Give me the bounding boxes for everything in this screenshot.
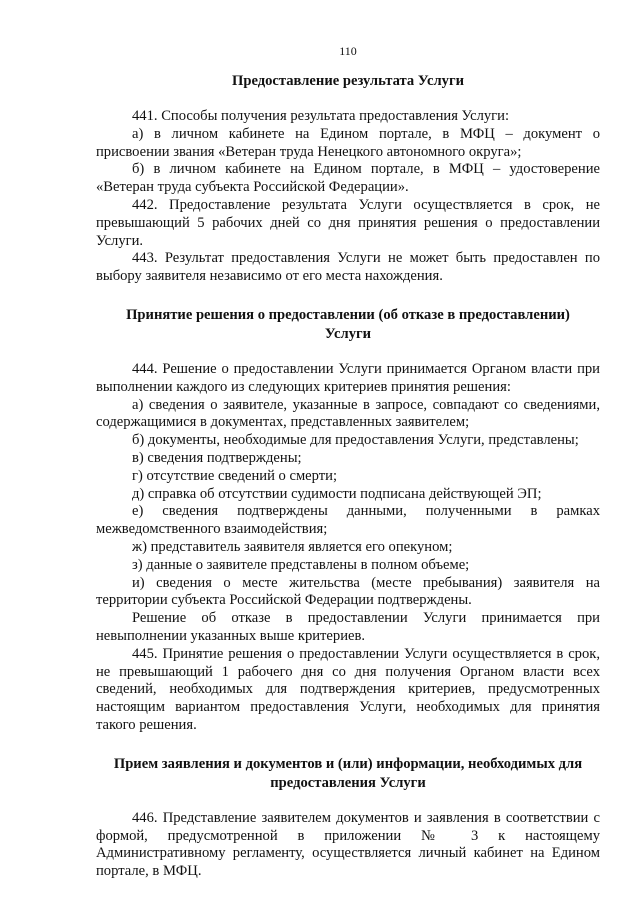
paragraph-441-b: б) в личном кабинете на Едином портале, в МФЦ – удостоверение «Ветеран труда субъекта Российской Федерации». xyxy=(96,161,600,196)
paragraph-444-b: б) документы, необходимые для предоставления Услуги, представлены; xyxy=(132,432,579,449)
document-page xyxy=(96,44,600,881)
section-heading-decision-line2: Услуги xyxy=(324,325,372,342)
paragraph-444-v: в) сведения подтверждены; xyxy=(132,449,302,466)
paragraph-443: 443. Результат предоставления Услуги не может быть предоставлен по выбору заявителя независимо от его места нахождения. xyxy=(96,250,600,285)
paragraph-444-z: з) данные о заявителе представлены в полном объеме; xyxy=(132,556,470,573)
paragraph-444-i: и) сведения о месте жительства (месте пребывания) заявителя на территории субъекта Российской Федерации подтверждены. xyxy=(96,574,600,609)
section-heading-application-line2: предоставления Услуги xyxy=(270,774,426,791)
paragraph-444-e: е) сведения подтверждены данными, полученными в рамках межведомственного взаимодействия; xyxy=(96,503,600,538)
paragraph-446: 446. Представление заявителем документов и заявления в соответствии с формой, предусмотренной в приложении № 3 к настоящему Административному регламенту, осуществляется личный кабинет на Едином портале, в МФЦ. xyxy=(96,809,600,880)
section-heading-decision-line1: Принятие решения о предоставлении (об отказе в предоставлении) xyxy=(126,306,570,323)
paragraph-441: 441. Способы получения результата предоставления Услуги: xyxy=(132,108,510,124)
section-heading-result: Предоставление результата Услуги xyxy=(232,73,464,89)
paragraph-444: 444. Решение о предоставлении Услуги принимается Органом власти при выполнении каждого из следующих критериев принятия решения: xyxy=(96,360,600,395)
paragraph-444-a: а) сведения о заявителе, указанные в запросе, совпадают со сведениями, содержащимися в документах, представленных заявителем; xyxy=(96,396,600,431)
section-heading-application xyxy=(96,755,600,793)
page-number: 110 xyxy=(339,44,357,58)
paragraph-444-g: г) отсутствие сведений о смерти; xyxy=(132,467,338,484)
paragraph-445: 445. Принятие решения о предоставлении Услуги осуществляется в срок, не превышающий 1 рабочего дня со дня получения Органом власти всех сведений, необходимых для подтверждения критериев, предусмотренных настоящим вариантом предоставления Услуги, необходимых для принятия такого решения. xyxy=(96,645,600,733)
section-heading-decision xyxy=(96,306,600,344)
paragraph-442: 442. Предоставление результата Услуги осуществляется в срок, не превышающий 5 рабочих дней со дня принятия решения о предоставлении Услуги. xyxy=(96,196,600,249)
paragraph-444-d: д) справка об отсутствии судимости подписана действующей ЭП; xyxy=(132,485,542,502)
paragraph-444-zh: ж) представитель заявителя является его опекуном; xyxy=(132,538,453,555)
section-heading-application-line1: Прием заявления и документов и (или) информации, необходимых для xyxy=(113,755,583,772)
paragraph-refusal: Решение об отказе в предоставлении Услуги принимается при невыполнении указанных выше критериев. xyxy=(96,610,600,644)
paragraph-441-a: а) в личном кабинете на Едином портале, в МФЦ – документ о присвоении звания «Ветеран труда Ненецкого автономного округа»; xyxy=(96,125,600,160)
